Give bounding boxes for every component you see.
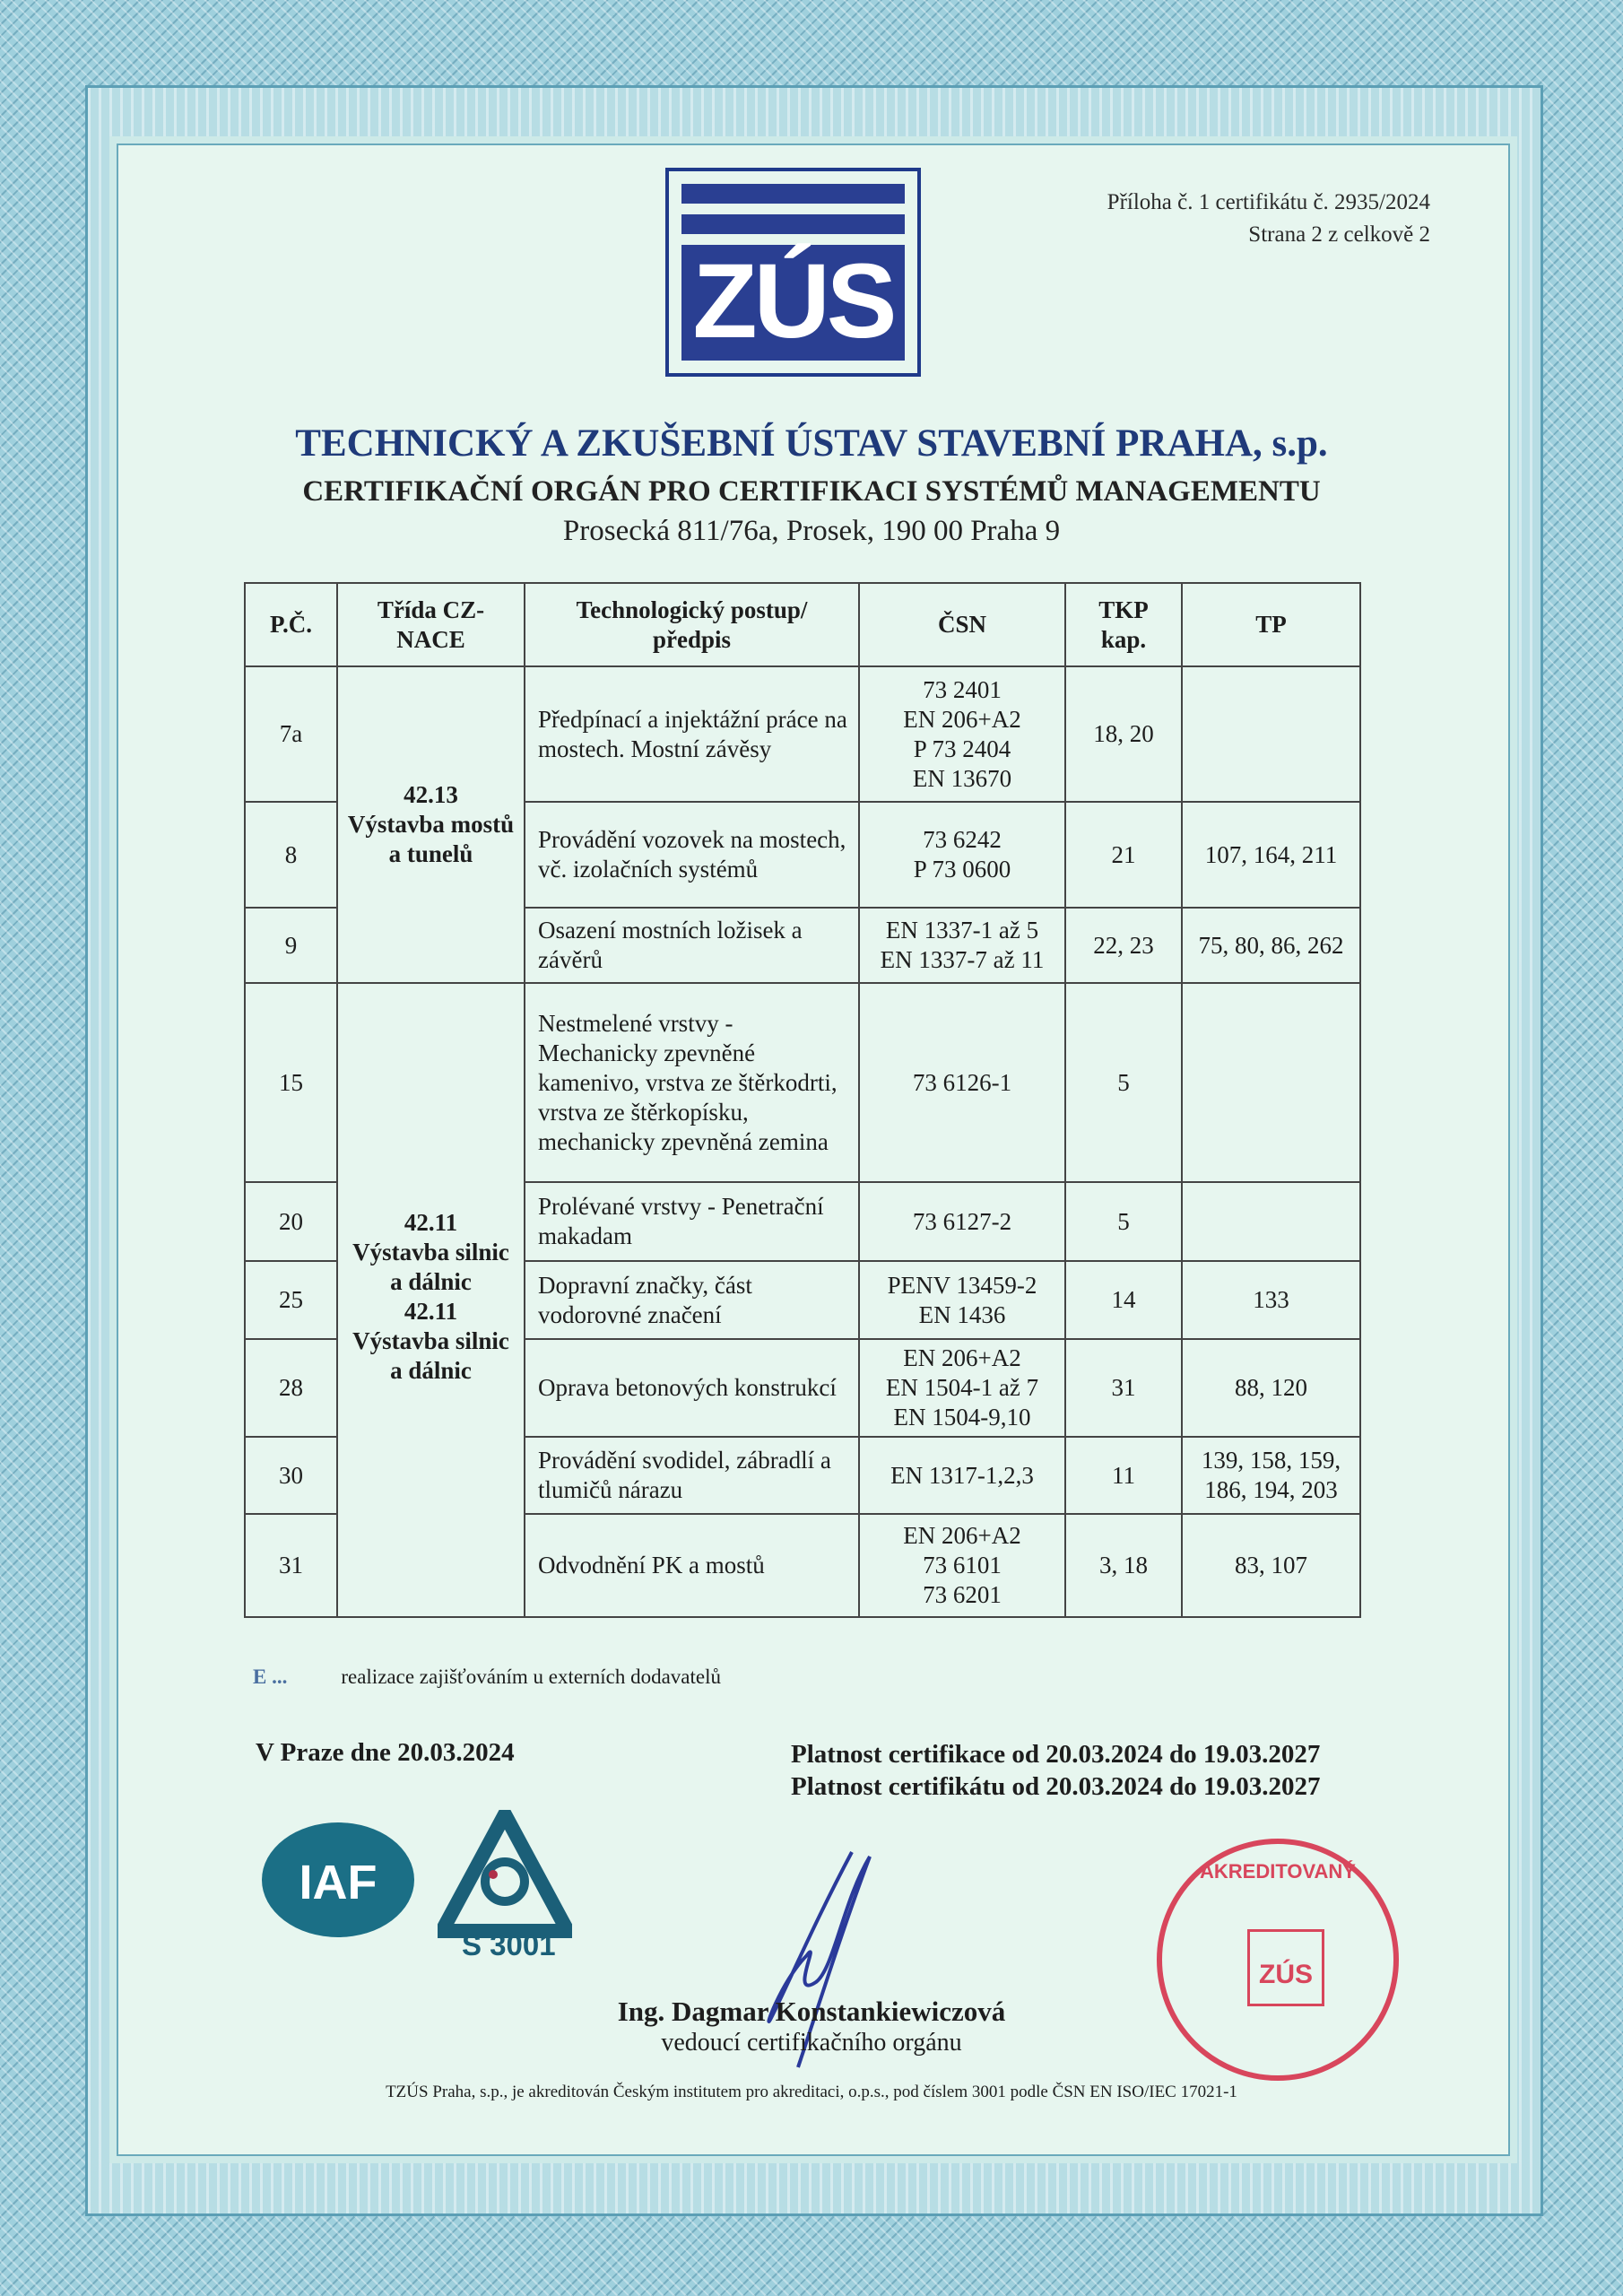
cell-pc: 28 <box>245 1339 337 1437</box>
cell-pc: 9 <box>245 908 337 983</box>
signer-name: Ing. Dagmar Konstankiewiczová <box>617 1996 1006 2027</box>
cell-tp: 107, 164, 211 <box>1182 802 1360 908</box>
zus-logo: ZÚS <box>665 168 921 377</box>
cell-pc: 30 <box>245 1437 337 1514</box>
cell-csn: EN 1337-1 až 5 EN 1337-7 až 11 <box>859 908 1065 983</box>
header-procedure: Technologický postup/ předpis <box>525 583 859 666</box>
cell-procedure: Oprava betonových konstrukcí <box>525 1339 859 1437</box>
cell-tkp: 5 <box>1065 1182 1182 1261</box>
cell-tkp: 21 <box>1065 802 1182 908</box>
cell-tkp: 11 <box>1065 1437 1182 1514</box>
cell-csn: 73 2401 EN 206+A2 P 73 2404 EN 13670 <box>859 666 1065 802</box>
cell-tkp: 31 <box>1065 1339 1182 1437</box>
cell-nace-class: 42.13 Výstavba mostů a tunelů <box>337 666 525 983</box>
page-count: Strana 2 z celkově 2 <box>1248 222 1430 247</box>
cell-tp: 75, 80, 86, 262 <box>1182 908 1360 983</box>
cell-csn: 73 6242 P 73 0600 <box>859 802 1065 908</box>
cell-pc: 20 <box>245 1182 337 1261</box>
cell-pc: 31 <box>245 1514 337 1617</box>
cell-tp: 139, 158, 159, 186, 194, 203 <box>1182 1437 1360 1514</box>
cell-tp: 133 <box>1182 1261 1360 1339</box>
cell-tp: 88, 120 <box>1182 1339 1360 1437</box>
cell-tkp: 14 <box>1065 1261 1182 1339</box>
header-pc: P.Č. <box>245 583 337 666</box>
cell-csn: 73 6127-2 <box>859 1182 1065 1261</box>
cell-procedure: Dopravní značky, část vodorovné značení <box>525 1261 859 1339</box>
issue-date: V Praze dne 20.03.2024 <box>256 1738 515 1767</box>
cell-tp <box>1182 983 1360 1182</box>
cell-procedure: Předpínací a injektážní práce na mostech. Mostní závěsy <box>525 666 859 802</box>
cell-tkp: 22, 23 <box>1065 908 1182 983</box>
cell-tkp: 3, 18 <box>1065 1514 1182 1617</box>
attachment-info <box>1107 187 1430 251</box>
table-row <box>245 983 1360 1182</box>
cell-nace-class: 42.11 Výstavba silnic a dálnic 42.11 Výstavba silnic a dálnic <box>337 983 525 1617</box>
cell-tp: 83, 107 <box>1182 1514 1360 1617</box>
attachment-number: Příloha č. 1 certifikátu č. 2935/2024 <box>1107 190 1430 214</box>
cell-procedure: Provádění svodidel, zábradlí a tlumičů nárazu <box>525 1437 859 1514</box>
cell-procedure: Prolévané vrstvy - Penetrační makadam <box>525 1182 859 1261</box>
table-row <box>245 666 1360 802</box>
official-stamp: AKREDITOVANÝ ZÚS <box>1157 1839 1399 2081</box>
header-tp: TP <box>1182 583 1360 666</box>
cell-csn: 73 6126-1 <box>859 983 1065 1182</box>
cell-pc: 8 <box>245 802 337 908</box>
cell-procedure: Osazení mostních ložisek a závěrů <box>525 908 859 983</box>
footnote: E ... realizace zajišťováním u externích dodavatelů <box>253 1665 721 1688</box>
cell-pc: 25 <box>245 1261 337 1339</box>
cell-procedure: Odvodnění PK a mostů <box>525 1514 859 1617</box>
header-tkp: TKP kap. <box>1065 583 1182 666</box>
accreditation-footer: TZÚS Praha, s.p., je akreditován Českým institutem pro akreditaci, o.p.s., pod číslem 3001 podle ČSN EN ISO/IEC 17021-1 <box>386 2083 1237 2101</box>
address: Prosecká 811/76a, Prosek, 190 00 Praha 9 <box>562 515 1061 547</box>
header-csn: ČSN <box>859 583 1065 666</box>
certification-body-title: CERTIFIKAČNÍ ORGÁN PRO CERTIFIKACI SYSTÉMŮ MANAGEMENTU <box>302 475 1321 508</box>
signer-role: vedoucí certifikačního orgánu <box>661 2029 962 2057</box>
iaf-logo: IAF <box>262 1822 414 1937</box>
scope-table <box>244 582 1361 1618</box>
cell-csn: PENV 13459-2 EN 1436 <box>859 1261 1065 1339</box>
cell-tkp: 18, 20 <box>1065 666 1182 802</box>
cell-procedure: Provádění vozovek na mostech, vč. izolačních systémů <box>525 802 859 908</box>
cell-procedure: Nestmelené vrstvy - Mechanicky zpevněné kamenivo, vrstva ze štěrkodrti, vrstva ze štěrkopísku, mechanicky zpevněná zemina <box>525 983 859 1182</box>
cell-pc: 15 <box>245 983 337 1182</box>
cell-tkp: 5 <box>1065 983 1182 1182</box>
cell-csn: EN 206+A2 EN 1504-1 až 7 EN 1504-9,10 <box>859 1339 1065 1437</box>
cell-tp <box>1182 666 1360 802</box>
header-nace: Třída CZ-NACE <box>337 583 525 666</box>
cia-number: S 3001 <box>462 1928 556 1961</box>
cell-tp <box>1182 1182 1360 1261</box>
institute-title: TECHNICKÝ A ZKUŠEBNÍ ÚSTAV STAVEBNÍ PRAHA, s.p. <box>295 422 1328 465</box>
table-header <box>245 583 1360 666</box>
validity: Platnost certifikace od 20.03.2024 do 19.03.2027 Platnost certifikátu od 20.03.2024 do 19.03.2027 <box>791 1740 1321 1801</box>
cell-csn: EN 1317-1,2,3 <box>859 1437 1065 1514</box>
cell-pc: 7a <box>245 666 337 802</box>
cell-csn: EN 206+A2 73 6101 73 6201 <box>859 1514 1065 1617</box>
